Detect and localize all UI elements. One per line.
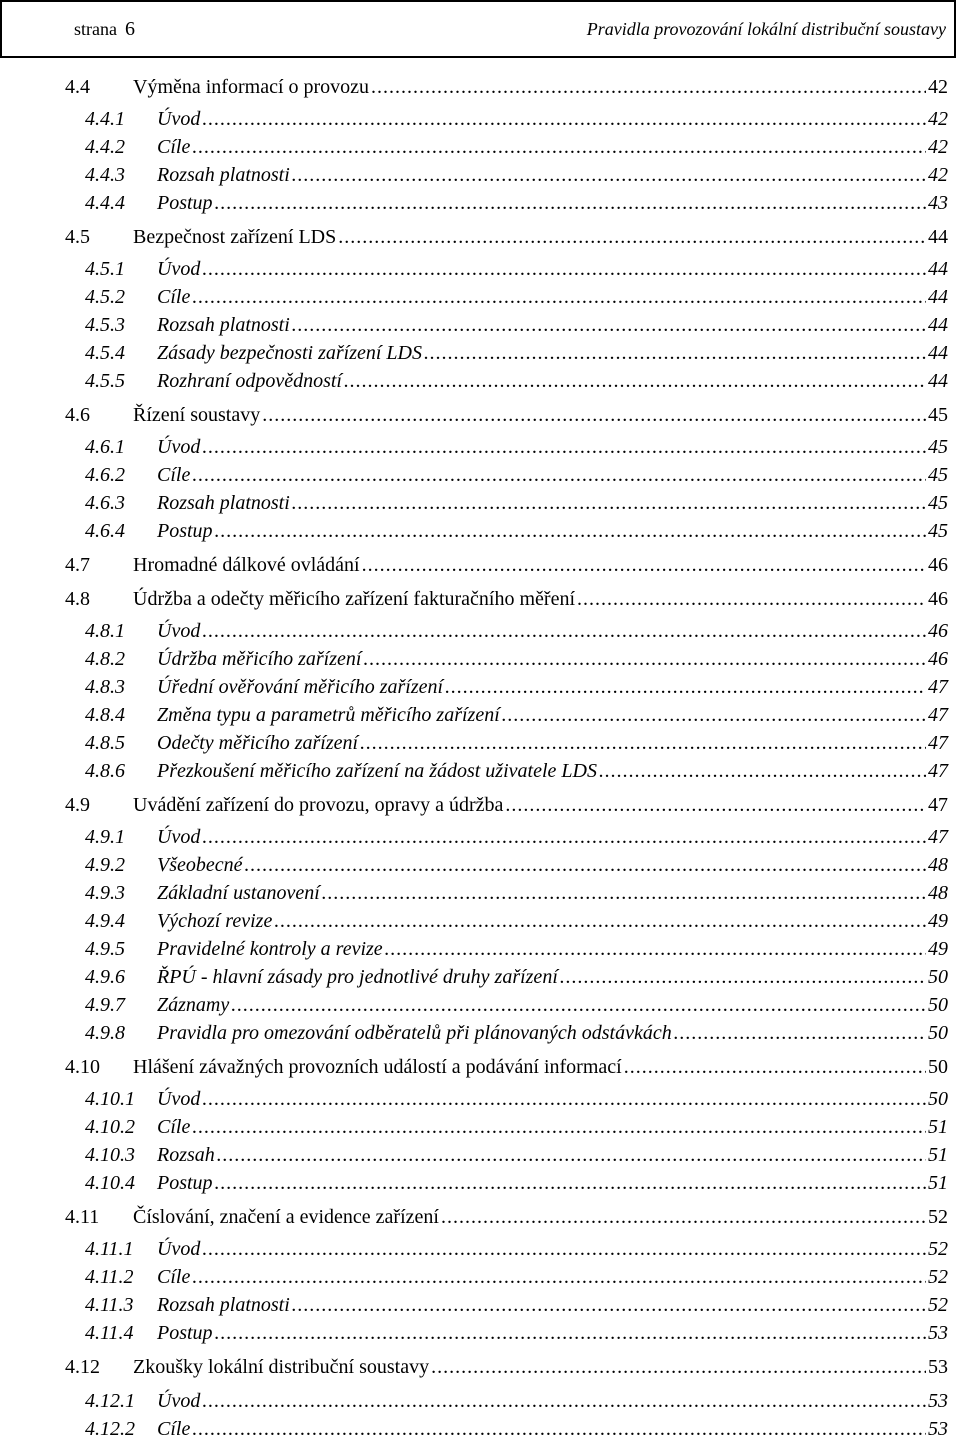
toc-entry[interactable] <box>85 1022 948 1045</box>
toc-entry[interactable] <box>85 1144 948 1167</box>
toc-entry-number: 4.4.3 <box>85 164 125 186</box>
toc-entry-title: Změna typu a parametrů měřicího zařízení <box>157 704 500 726</box>
toc-entry-title: Cíle <box>157 1266 191 1288</box>
toc-dot-leader <box>215 520 926 543</box>
toc-entry[interactable] <box>85 258 948 281</box>
toc-entry-page: 44 <box>928 314 948 336</box>
toc-entry-number: 4.5 <box>65 226 90 248</box>
toc-entry-page: 44 <box>928 258 948 280</box>
toc-entry-title: Úvod <box>157 1390 201 1412</box>
toc-dot-leader <box>445 676 926 699</box>
toc-entry-title: Úvod <box>157 1238 201 1260</box>
toc-entry-number: 4.5.2 <box>85 286 125 308</box>
toc-entry[interactable] <box>85 1322 948 1345</box>
toc-entry-page: 50 <box>928 1056 948 1078</box>
toc-entry-page: 45 <box>928 492 948 514</box>
toc-dot-leader <box>192 464 926 487</box>
toc-entry-number: 4.8.4 <box>85 704 125 726</box>
toc-entry-title: Úvod <box>157 1088 201 1110</box>
toc-entry-title: Rozsah <box>157 1144 215 1166</box>
page-number: 6 <box>124 17 135 40</box>
toc-entry-title: Cíle <box>157 286 191 308</box>
toc-entry-page: 42 <box>928 136 948 158</box>
toc-entry-title: Úřední ověřování měřicího zařízení <box>157 676 444 698</box>
toc-entry-title: Hlášení závažných provozních událostí a podávání informací <box>133 1056 622 1078</box>
toc-dot-leader <box>202 1238 926 1261</box>
toc-entry-page: 46 <box>928 648 948 670</box>
toc-dot-leader <box>322 882 926 905</box>
toc-dot-leader <box>192 1116 926 1139</box>
toc-entry-page: 52 <box>928 1266 948 1288</box>
toc-entry-number: 4.8.2 <box>85 648 125 670</box>
toc-entry[interactable] <box>85 164 948 187</box>
toc-entry-number: 4.4.4 <box>85 192 125 214</box>
toc-entry-title: Údržba a odečty měřicího zařízení fakturačního měření <box>133 588 576 610</box>
toc-entry-number: 4.9.4 <box>85 910 125 932</box>
toc-entry-number: 4.5.1 <box>85 258 125 280</box>
toc-entry-number: 4.8 <box>65 588 90 610</box>
toc-entry-number: 4.6 <box>65 404 90 426</box>
toc-entry-page: 42 <box>928 164 948 186</box>
toc-entry-number: 4.4.1 <box>85 108 125 130</box>
toc-entry[interactable] <box>85 1116 948 1139</box>
toc-entry-number: 4.9.6 <box>85 966 125 988</box>
toc-entry-page: 47 <box>928 760 948 782</box>
toc-entry-page: 42 <box>928 108 948 130</box>
toc-entry-number: 4.5.5 <box>85 370 125 392</box>
toc-entry[interactable] <box>85 620 948 643</box>
toc-dot-leader <box>274 910 926 933</box>
toc-entry-title: Odečty měřicího zařízení <box>157 732 359 754</box>
toc-entry[interactable] <box>85 1088 948 1111</box>
toc-entry-title: Číslování, značení a evidence zařízení <box>133 1206 439 1228</box>
toc-entry-page: 45 <box>928 464 948 486</box>
toc-dot-leader <box>202 620 926 643</box>
toc-dot-leader <box>360 732 926 755</box>
toc-entry[interactable] <box>85 192 948 215</box>
toc-dot-leader <box>385 938 926 961</box>
toc-dot-leader <box>215 192 926 215</box>
toc-entry-page: 48 <box>928 882 948 904</box>
toc-entry[interactable] <box>85 492 948 515</box>
toc-dot-leader <box>202 436 926 459</box>
toc-entry[interactable] <box>85 1294 948 1317</box>
toc-entry-number: 4.12.2 <box>85 1418 135 1440</box>
toc-entry[interactable] <box>85 136 948 159</box>
toc-entry-page: 46 <box>928 588 948 610</box>
document-title: Pravidla provozování lokální distribuční soustavy <box>586 18 946 39</box>
toc-entry[interactable] <box>85 314 948 337</box>
toc-entry[interactable] <box>85 342 948 365</box>
toc-entry-title: Postup <box>157 1322 213 1344</box>
toc-entry[interactable] <box>65 1356 948 1379</box>
toc-entry[interactable] <box>85 648 948 671</box>
toc-entry-number: 4.6.1 <box>85 436 125 458</box>
toc-entry-number: 4.12.1 <box>85 1390 135 1412</box>
toc-entry-title: Přezkoušení měřicího zařízení na žádost uživatele LDS <box>157 760 597 782</box>
toc-dot-leader <box>292 314 926 337</box>
toc-dot-leader <box>624 1056 926 1079</box>
toc-entry-number: 4.7 <box>65 554 90 576</box>
toc-entry-page: 50 <box>928 966 948 988</box>
toc-entry-number: 4.5.4 <box>85 342 125 364</box>
toc-entry-page: 44 <box>928 226 948 248</box>
toc-entry[interactable] <box>65 1056 948 1079</box>
toc-entry-number: 4.6.4 <box>85 520 125 542</box>
toc-entry[interactable] <box>85 1238 948 1261</box>
toc-dot-leader <box>424 342 926 365</box>
toc-entry-number: 4.6.3 <box>85 492 125 514</box>
toc-entry-page: 47 <box>928 732 948 754</box>
toc-dot-leader <box>505 794 926 817</box>
toc-entry-page: 50 <box>928 994 948 1016</box>
toc-entry[interactable] <box>65 404 948 427</box>
toc-entry[interactable] <box>85 994 948 1017</box>
toc-entry-number: 4.6.2 <box>85 464 125 486</box>
toc-entry-number: 4.9.3 <box>85 882 125 904</box>
toc-entry[interactable] <box>85 286 948 309</box>
toc-entry-number: 4.4 <box>65 76 90 98</box>
toc-entry-page: 53 <box>928 1356 948 1378</box>
toc-entry[interactable] <box>85 732 948 755</box>
toc-entry[interactable] <box>85 826 948 849</box>
toc-entry-number: 4.11.1 <box>85 1238 134 1260</box>
toc-entry-number: 4.9.2 <box>85 854 125 876</box>
toc-entry-title: Úvod <box>157 620 201 642</box>
toc-entry[interactable] <box>65 76 948 99</box>
toc-entry-page: 47 <box>928 794 948 816</box>
toc-dot-leader <box>344 370 926 393</box>
toc-entry-page: 50 <box>928 1022 948 1044</box>
toc-dot-leader <box>441 1206 926 1229</box>
toc-dot-leader <box>371 76 926 99</box>
toc-entry-page: 46 <box>928 554 948 576</box>
toc-entry[interactable] <box>65 554 948 577</box>
toc-entry-number: 4.8.5 <box>85 732 125 754</box>
toc-dot-leader <box>215 1172 926 1195</box>
toc-entry-title: Výměna informací o provozu <box>133 76 370 98</box>
toc-entry-page: 50 <box>928 1088 948 1110</box>
toc-dot-leader <box>502 704 926 727</box>
toc-entry-title: Pravidelné kontroly a revize <box>157 938 383 960</box>
toc-entry[interactable] <box>65 588 948 611</box>
toc-entry[interactable] <box>85 520 948 543</box>
toc-entry-title: Úvod <box>157 436 201 458</box>
toc-entry-page: 44 <box>928 342 948 364</box>
toc-entry-number: 4.8.3 <box>85 676 125 698</box>
toc-entry[interactable] <box>85 1266 948 1289</box>
toc-entry-number: 4.8.1 <box>85 620 125 642</box>
toc-entry[interactable] <box>85 910 948 933</box>
toc-entry-title: Postup <box>157 1172 213 1194</box>
toc-entry-number: 4.11.2 <box>85 1266 134 1288</box>
toc-entry[interactable] <box>85 938 948 961</box>
toc-entry-page: 52 <box>928 1294 948 1316</box>
toc-dot-leader <box>192 1266 926 1289</box>
page-header <box>0 0 956 58</box>
toc-dot-leader <box>431 1356 926 1379</box>
toc-entry-number: 4.9 <box>65 794 90 816</box>
toc-dot-leader <box>674 1022 926 1045</box>
toc-dot-leader <box>245 854 926 877</box>
toc-entry[interactable] <box>65 1206 948 1229</box>
toc-dot-leader <box>292 164 926 187</box>
toc-entry-title: Postup <box>157 520 213 542</box>
toc-entry-title: Záznamy <box>157 994 230 1016</box>
toc-dot-leader <box>215 1322 926 1345</box>
toc-entry-number: 4.9.8 <box>85 1022 125 1044</box>
toc-dot-leader <box>192 136 926 159</box>
toc-entry-title: Cíle <box>157 464 191 486</box>
toc-dot-leader <box>192 1418 926 1441</box>
toc-entry-title: Cíle <box>157 1116 191 1138</box>
toc-dot-leader <box>192 286 926 309</box>
toc-entry-title: Cíle <box>157 136 191 158</box>
toc-entry-number: 4.9.7 <box>85 994 125 1016</box>
toc-entry[interactable] <box>85 760 948 783</box>
toc-entry-page: 47 <box>928 826 948 848</box>
toc-entry-number: 4.5.3 <box>85 314 125 336</box>
toc-entry-title: Postup <box>157 192 213 214</box>
toc-entry-page: 44 <box>928 370 948 392</box>
toc-entry-title: Rozsah platnosti <box>157 1294 290 1316</box>
toc-entry-page: 51 <box>928 1116 948 1138</box>
toc-entry-page: 53 <box>928 1418 948 1440</box>
toc-entry-page: 45 <box>928 520 948 542</box>
toc-entry-title: Údržba měřicího zařízení <box>157 648 362 670</box>
toc-entry-title: Úvod <box>157 826 201 848</box>
toc-entry-number: 4.10 <box>65 1056 100 1078</box>
toc-entry-page: 53 <box>928 1390 948 1412</box>
toc-entry-number: 4.11 <box>65 1206 100 1228</box>
toc-entry-page: 48 <box>928 854 948 876</box>
page-label: strana <box>74 18 117 39</box>
toc-entry-title: Rozsah platnosti <box>157 492 290 514</box>
toc-dot-leader <box>202 826 926 849</box>
toc-entry-page: 45 <box>928 436 948 458</box>
toc-entry-title: Bezpečnost zařízení LDS <box>133 226 337 248</box>
toc-dot-leader <box>338 226 926 249</box>
toc-entry-title: Rozsah platnosti <box>157 314 290 336</box>
toc-entry-page: 44 <box>928 286 948 308</box>
toc-entry-title: Úvod <box>157 258 201 280</box>
toc-dot-leader <box>292 1294 926 1317</box>
toc-entry[interactable] <box>85 1418 948 1441</box>
toc-dot-leader <box>202 1088 926 1111</box>
toc-entry-page: 51 <box>928 1172 948 1194</box>
toc-entry-page: 47 <box>928 676 948 698</box>
toc-entry-title: Základní ustanovení <box>157 882 320 904</box>
toc-entry[interactable] <box>65 794 948 817</box>
toc-entry-title: Zkoušky lokální distribuční soustavy <box>133 1356 430 1378</box>
toc-entry-number: 4.8.6 <box>85 760 125 782</box>
toc-entry[interactable] <box>85 370 948 393</box>
toc-dot-leader <box>202 108 926 131</box>
toc-dot-leader <box>292 492 926 515</box>
toc-entry-title: Uvádění zařízení do provozu, opravy a údržba <box>133 794 504 816</box>
toc-entry-page: 47 <box>928 704 948 726</box>
toc-entry-title: ŘPÚ - hlavní zásady pro jednotlivé druhy zařízení <box>157 966 558 988</box>
toc-entry[interactable] <box>85 676 948 699</box>
toc-entry-page: 49 <box>928 938 948 960</box>
toc-entry[interactable] <box>85 966 948 989</box>
toc-entry-title: Pravidla pro omezování odběratelů při plánovaných odstávkách <box>157 1022 672 1044</box>
toc-entry-title: Cíle <box>157 1418 191 1440</box>
toc-entry[interactable] <box>85 882 948 905</box>
toc-entry-page: 43 <box>928 192 948 214</box>
toc-entry-number: 4.10.1 <box>85 1088 135 1110</box>
toc-entry-number: 4.10.4 <box>85 1172 135 1194</box>
toc-entry-number: 4.10.3 <box>85 1144 135 1166</box>
toc-dot-leader <box>262 404 926 427</box>
toc-entry-title: Výchozí revize <box>157 910 273 932</box>
toc-entry[interactable] <box>85 108 948 131</box>
toc-entry-number: 4.12 <box>65 1356 100 1378</box>
toc-entry-page: 52 <box>928 1206 948 1228</box>
toc-entry-page: 49 <box>928 910 948 932</box>
toc-entry-title: Řízení soustavy <box>133 404 261 426</box>
toc-dot-leader <box>202 258 926 281</box>
toc-entry-title: Rozsah platnosti <box>157 164 290 186</box>
toc-dot-leader <box>202 1390 926 1413</box>
toc-entry-number: 4.9.1 <box>85 826 125 848</box>
toc-entry-number: 4.11.4 <box>85 1322 134 1344</box>
toc-entry-number: 4.9.5 <box>85 938 125 960</box>
toc-entry-title: Hromadné dálkové ovládání <box>133 554 360 576</box>
toc-entry[interactable] <box>85 1172 948 1195</box>
toc-dot-leader <box>599 760 926 783</box>
toc-entry[interactable] <box>65 226 948 249</box>
page-number-block <box>74 18 135 41</box>
toc-entry-page: 45 <box>928 404 948 426</box>
toc-dot-leader <box>560 966 926 989</box>
toc-entry-number: 4.10.2 <box>85 1116 135 1138</box>
toc-entry-page: 46 <box>928 620 948 642</box>
toc-dot-leader <box>217 1144 926 1167</box>
toc-entry[interactable] <box>85 854 948 877</box>
toc-entry-title: Úvod <box>157 108 201 130</box>
toc-entry-number: 4.11.3 <box>85 1294 134 1316</box>
toc-entry-page: 51 <box>928 1144 948 1166</box>
toc-entry-page: 53 <box>928 1322 948 1344</box>
toc-dot-leader <box>577 588 926 611</box>
toc-entry-page: 52 <box>928 1238 948 1260</box>
toc-entry[interactable] <box>85 1390 948 1413</box>
toc-entry[interactable] <box>85 436 948 459</box>
toc-dot-leader <box>362 554 926 577</box>
toc-dot-leader <box>363 648 926 671</box>
toc-dot-leader <box>231 994 926 1017</box>
toc-entry-title: Všeobecné <box>157 854 243 876</box>
toc-entry[interactable] <box>85 464 948 487</box>
toc-entry-page: 42 <box>928 76 948 98</box>
toc-entry[interactable] <box>85 704 948 727</box>
toc-entry-title: Rozhraní odpovědností <box>157 370 342 392</box>
toc-entry-title: Zásady bezpečnosti zařízení LDS <box>157 342 422 364</box>
toc-entry-number: 4.4.2 <box>85 136 125 158</box>
